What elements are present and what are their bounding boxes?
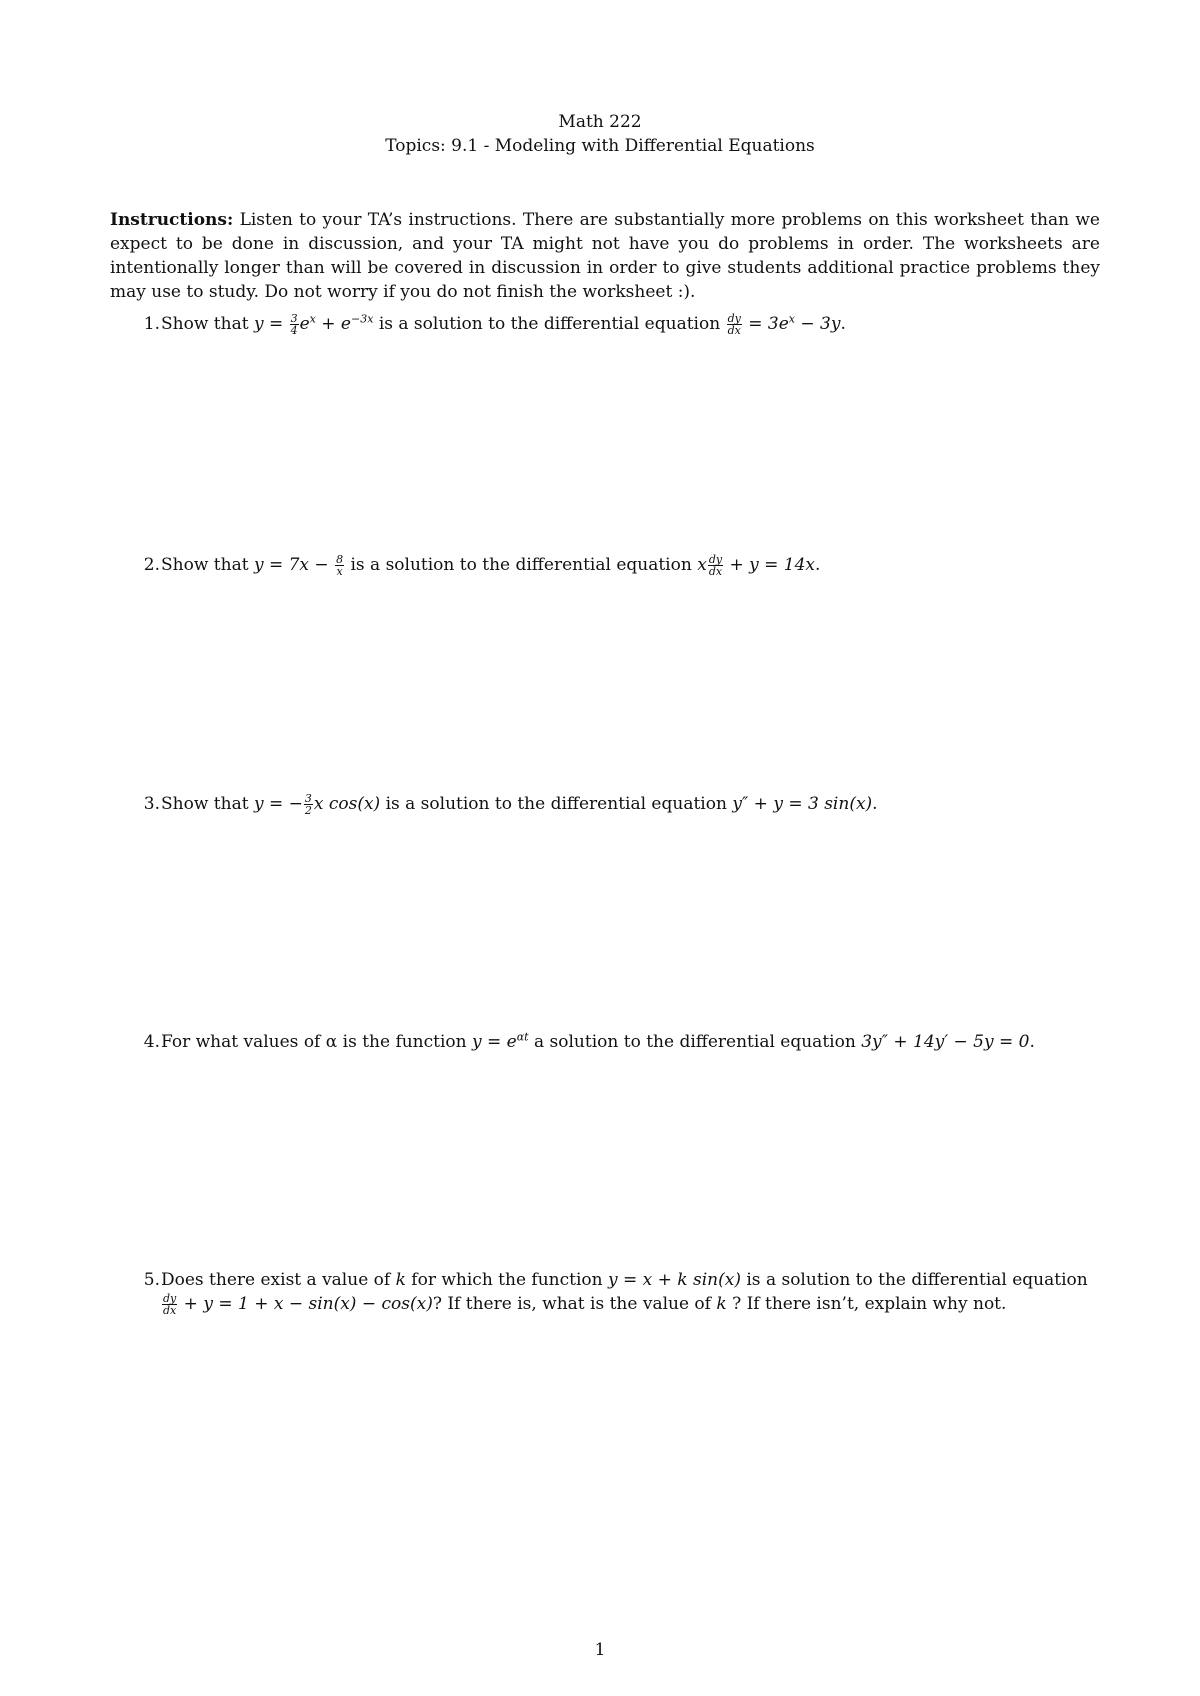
differential-equation: $\frac{dy}{dx}$ + y = 1 + x − sin(x) − cos(x) xyxy=(163,1292,433,1317)
differential-equation: y″ + y = 3 sin(x) xyxy=(732,794,873,814)
differential-equation: $\frac{dy}{dx}$ = $3e^x - 3y$ xyxy=(727,312,841,337)
differential-equation: x $\frac{dy}{dx}$ + y = 14x xyxy=(697,553,816,578)
problem-text: For what values of α is the function $y = e^{\alpha t}$ a solution to the differential equation 3y″ + 14y′ − 5y = 0. xyxy=(161,1030,1035,1052)
page-number: 1 xyxy=(594,1640,606,1660)
problem-number: 4. xyxy=(143,1032,160,1052)
solution-expression: y = x + k sin(x) xyxy=(608,1270,741,1290)
instructions-text: Listen to your TA’s instructions. There are substantially more problems on this worksheet than we expect to be done in discussion, and your TA might not have you do problems in order. The worksheets are intentionally longer than will be covered in discussion in order to give students additional practice problems they may use to study. Do not worry if you do not finish the worksheet :). xyxy=(110,210,1100,302)
differential-equation: 3y″ + 14y′ − 5y = 0 xyxy=(861,1032,1030,1052)
solution-expression: y = − $\frac{3}{2}$ x cos(x) xyxy=(253,792,381,817)
course-title: Math 222 xyxy=(558,112,642,132)
problem-text: Show that y = − $\frac{3}{2}$ x cos(x) is a solution to the differential equation y″ + y = 3 sin(x). xyxy=(161,792,878,817)
problem-number: 1. xyxy=(143,314,160,334)
problem-text: Show that y = $\frac{3}{4}$ $e^x + e^{-3x}$ is a solution to the differential equation $\frac{dy}{dx}$ = $3e^x - 3y$. xyxy=(161,312,846,337)
worksheet-header xyxy=(0,110,1200,158)
instructions-paragraph xyxy=(110,208,1100,304)
problem-5 xyxy=(134,1268,1100,1316)
problem-number: 3. xyxy=(143,794,160,814)
problem-3 xyxy=(134,792,1100,816)
solution-expression: y = 7x − $\frac{8}{x}$ xyxy=(253,553,344,578)
problem-1 xyxy=(134,312,1100,336)
instructions-label: Instructions: xyxy=(110,210,234,230)
problem-number: 2. xyxy=(143,555,160,575)
problem-4 xyxy=(134,1030,1100,1054)
problem-text: Does there exist a value of k for which the function y = x + k sin(x) is a solution to the differential equation $\frac{dy}{dx}$ + y = 1 + x − sin(x) − cos(x)? If there is, what is the value of k ? If there isn’t, explain why not. xyxy=(161,1270,1088,1317)
solution-expression: $y = e^{\alpha t}$ xyxy=(472,1030,529,1052)
problem-text: Show that y = 7x − $\frac{8}{x}$ is a solution to the differential equation x $\frac{dy}{dx}$ + y = 14x. xyxy=(161,553,821,578)
topic-line: Topics: 9.1 - Modeling with Differential Equations xyxy=(385,136,815,156)
problem-2 xyxy=(134,553,1100,577)
solution-expression: y = $\frac{3}{4}$ $e^x + e^{-3x}$ xyxy=(253,312,374,337)
problem-number: 5. xyxy=(143,1270,160,1290)
